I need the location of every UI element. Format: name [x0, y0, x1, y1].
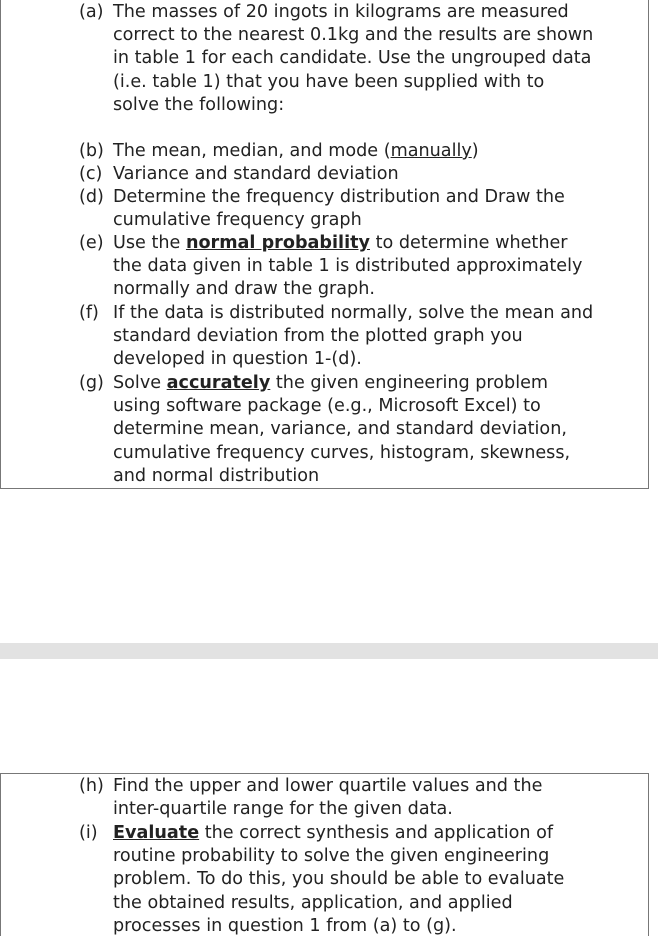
question-label: (i) [79, 823, 98, 843]
question-text: routine probability to solve the given engineering [113, 846, 550, 867]
emphasis-text: Evaluate [113, 823, 200, 843]
question-text: Solve [113, 373, 167, 393]
question-text: correct to the nearest 0.1kg and the results are shown [113, 25, 594, 46]
question-f [79, 302, 647, 372]
question-label: (g) [79, 373, 104, 393]
emphasis-text: manually [390, 141, 472, 161]
question-i [79, 822, 647, 938]
question-text: standard deviation from the plotted graph you [113, 326, 523, 347]
question-text: cumulative frequency curves, histogram, skewness, [113, 442, 571, 463]
question-text: solve the following: [113, 94, 285, 115]
question-text: Determine the frequency distribution and Draw the [113, 187, 565, 207]
emphasis-text: normal probability [185, 233, 370, 253]
question-text: problem. To do this, you should be able to evaluate [113, 869, 565, 890]
question-text: If the data is distributed normally, solve the mean and [113, 303, 594, 323]
question-text: the given engineering problem [270, 373, 549, 393]
question-text: inter-quartile range for the given data. [113, 799, 453, 820]
page-break [0, 643, 658, 659]
question-text: using software package (e.g., Microsoft Excel) to [113, 396, 541, 417]
question-label: (a) [79, 2, 104, 22]
question-text: in table 1 for each candidate. Use the ungrouped data [113, 48, 592, 69]
emphasis-text: accurately [166, 373, 271, 393]
question-e [79, 232, 647, 302]
question-text: developed in question 1-(d). [113, 349, 362, 370]
question-text: Use the [113, 233, 186, 253]
question-label: (e) [79, 233, 104, 253]
question-text: the obtained results, application, and applied [113, 892, 513, 913]
question-text: The masses of 20 ingots in kilograms are measured [113, 2, 569, 22]
question-text: and normal distribution [113, 465, 320, 486]
question-h [79, 775, 647, 821]
question-text: to determine whether [369, 233, 568, 253]
question-text: determine mean, variance, and standard deviation, [113, 419, 567, 440]
question-text: Find the upper and lower quartile values and the [113, 776, 543, 796]
question-b [79, 140, 647, 163]
question-label: (d) [79, 187, 104, 207]
question-text: The mean, median, and mode ( [113, 141, 391, 161]
question-a [79, 1, 647, 117]
question-label: (h) [79, 776, 104, 796]
question-g [79, 372, 647, 488]
question-text: ) [471, 141, 479, 161]
question-text: cumulative frequency graph [113, 210, 362, 231]
question-label: (f) [79, 303, 99, 323]
question-c [79, 163, 647, 186]
question-text: (i.e. table 1) that you have been supplied with to [113, 71, 545, 92]
question-d [79, 186, 647, 232]
question-text: the data given in table 1 is distributed approximately [113, 256, 583, 277]
question-text: normally and draw the graph. [113, 279, 375, 300]
question-label: (b) [79, 141, 104, 161]
question-text: processes in question 1 from (a) to (g). [113, 915, 457, 936]
question-text: the correct synthesis and application of [199, 823, 554, 843]
question-label: (c) [79, 164, 103, 184]
question-text: Variance and standard deviation [113, 164, 399, 184]
